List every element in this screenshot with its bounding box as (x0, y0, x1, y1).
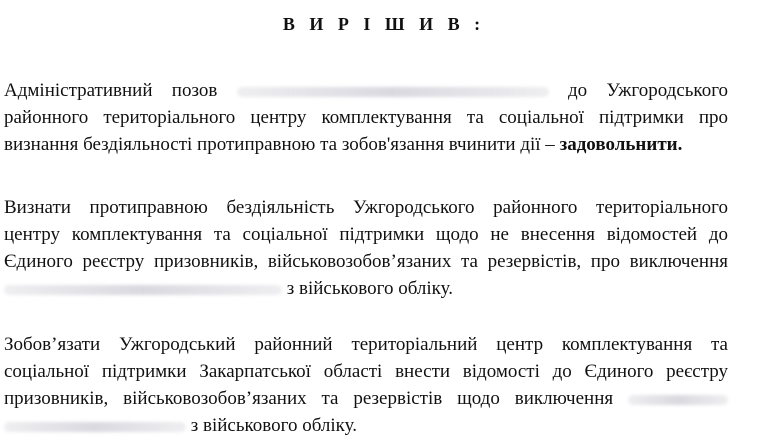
text-line: соціальної підтримки Закарпатської області внести відомості до Єдиного реєстру (4, 361, 728, 382)
line-text: з військового обліку. (190, 415, 357, 436)
decision-heading: В И Р І Ш И В : (282, 14, 486, 34)
redacted-name (4, 285, 282, 295)
text-line: Визнати протиправною бездіяльність Ужгородського районного територіального (4, 197, 728, 218)
paragraph-obligation (4, 331, 728, 439)
text-line: центру комплектування та соціальної підтримки щодо не внесення відомостей до (4, 224, 728, 245)
text-line (4, 131, 728, 158)
text-line (4, 275, 728, 302)
text-line: районного територіального центру комплектування та соціальної підтримки про (4, 107, 728, 128)
redacted-name (4, 422, 186, 432)
text-line: Зобов’язати Ужгородський районний територіальний центр комплектування та (4, 334, 728, 355)
redacted-name (628, 395, 728, 405)
paragraph-declare-unlawful (4, 194, 728, 302)
paragraph-claim (4, 77, 728, 158)
verdict-text: задовольнити. (559, 134, 683, 155)
line-text: призовників, військовозобов’язаних та резервістів щодо виключення (4, 388, 614, 409)
line-text: Адміністративний позов (4, 80, 218, 101)
text-line (4, 77, 728, 104)
text-line (4, 385, 728, 412)
text-line (4, 412, 728, 439)
line-text: до Ужгородського (568, 80, 729, 101)
line-text: з військового обліку. (286, 278, 453, 299)
text-line: Єдиного реєстру призовників, військовозобов’язаних та резервістів, про виключення (4, 251, 728, 272)
line-text: визнання бездіяльності протиправною та зобов'язання вчинити дії – (4, 134, 555, 155)
redacted-name (237, 87, 549, 97)
